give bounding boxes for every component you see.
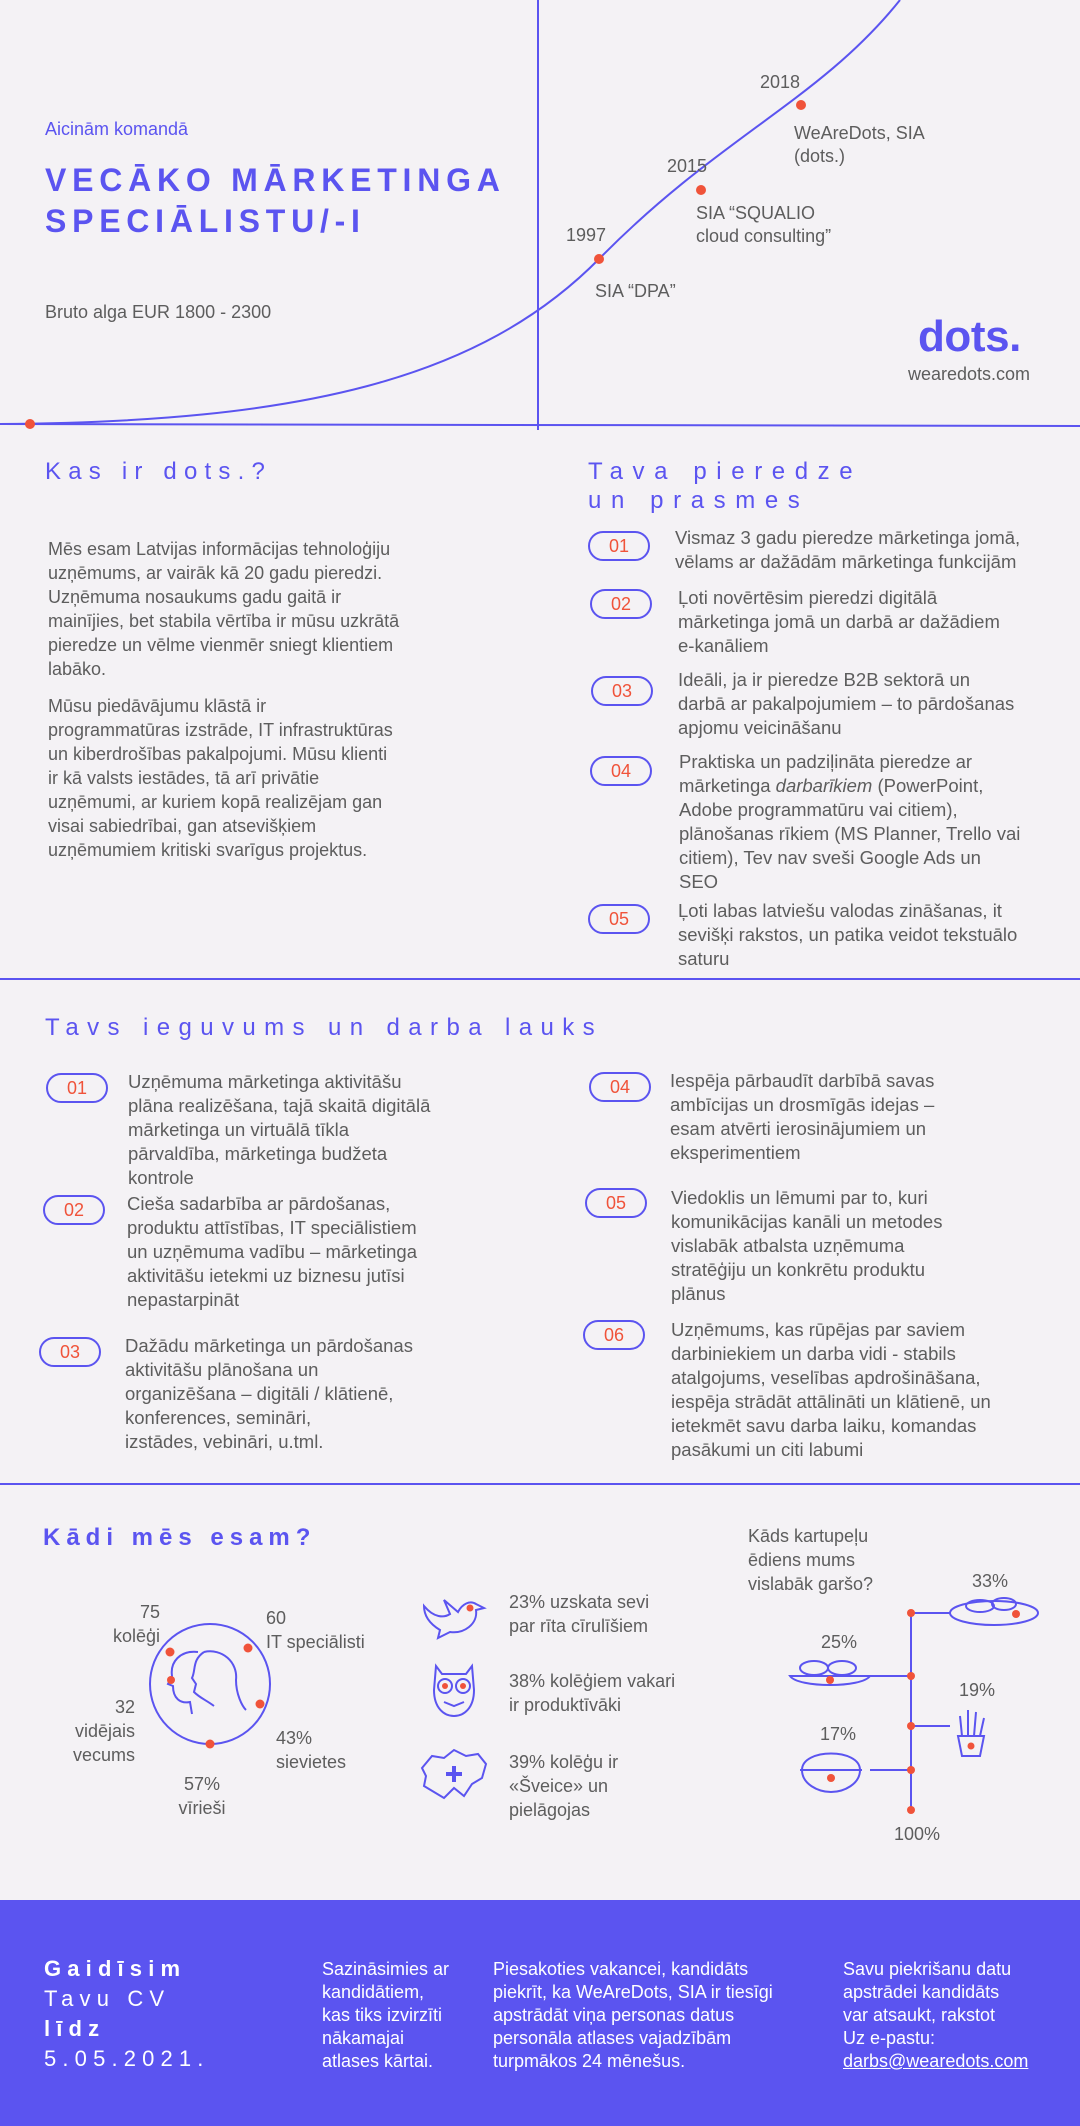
stat-women: 43% sievietes xyxy=(276,1728,347,1772)
timeline-dot-2018 xyxy=(796,100,806,110)
timeline-company-2018-line2: (dots.) xyxy=(794,146,846,166)
kicker: Aicinām komandā xyxy=(45,119,189,139)
benefit-num-01: 01 xyxy=(46,1073,108,1103)
experience-item-03: Ideāli, ja ir pieredze B2B sektorā un darbā ar pakalpojumiem – to pārdošanas apjomu veicināšanu xyxy=(678,669,1015,738)
benefit-item-04: Iespēja pārbaudīt darbībā savas ambīcijas un drosmīgās idejas – esam atvērti ierosinājumiem un eksperimentiem xyxy=(670,1070,935,1163)
fact-owl: 38% kolēģiem vakari ir produktīvāki xyxy=(509,1671,676,1715)
benefit-num-06: 06 xyxy=(583,1320,645,1350)
fact-switzerland: 39% kolēģu ir «Šveice» un pielāgojas xyxy=(509,1752,619,1820)
who-heading: Kādi mēs esam? xyxy=(43,1524,317,1551)
experience-num-02: 02 xyxy=(590,589,652,619)
salary: Bruto alga EUR 1800 - 2300 xyxy=(45,302,272,322)
footer-col-1: Sazināsimies ar kandidātiem, kas tiks izvirzīti nākamajai atlases kārtai. xyxy=(322,1959,450,2071)
benefit-num-05: 05 xyxy=(585,1188,647,1218)
footer xyxy=(0,1900,1080,2126)
experience-num-01: 01 xyxy=(588,531,650,561)
header-section xyxy=(0,0,1080,425)
experience-num-03: 03 xyxy=(591,676,653,706)
dots-logo: dots. xyxy=(918,312,1021,361)
timeline-dot-origin xyxy=(25,419,35,429)
french-fries-icon xyxy=(958,1710,984,1756)
timeline-company-1997: SIA “DPA” xyxy=(595,281,676,301)
baked-potatoes-icon xyxy=(790,1661,870,1685)
potato-pct-baked: 25% xyxy=(821,1632,858,1652)
timeline-company-2015-line2: cloud consulting” xyxy=(696,226,832,246)
cta-line3: līdz xyxy=(44,2016,106,2041)
timeline-year-2015: 2015 xyxy=(667,156,708,176)
owl-icon xyxy=(428,1660,480,1720)
stat-men: 57% vīrieši xyxy=(178,1774,226,1818)
about-paragraph-2: Mūsu piedāvājumu klāstā ir programmatūras izstrāde, IT infrastruktūras un kiberdrošības pakalpojumi. Mūsu klienti ir kā valsts iestādes, tā arī privātie uzņēmumi, ar kuriem kopā realizējam gan visai sabiedrībai, gan atsevišķiem uzņēmumiem kritiski svarīgus projektus. xyxy=(48,696,393,860)
timeline-company-2018-line1: WeAreDots, SIA xyxy=(794,123,925,143)
divider-1 xyxy=(0,978,1080,980)
benefit-item-03: Dažādu mārketinga un pārdošanas aktivitāšu plānošana un organizēšana – digitāli / klātienē, konferences, semināri, izstādes, vebināri, u.tml. xyxy=(125,1335,413,1452)
potato-question: Kāds kartupeļu ēdiens mums vislabāk garšo? xyxy=(748,1526,874,1594)
timeline-dot-2015 xyxy=(696,185,706,195)
potato-pancakes-icon xyxy=(950,1598,1038,1625)
experience-item-02: Ļoti novērtēsim pieredzi digitālā mārketinga jomā un darbā ar dažādiem e-kanāliem xyxy=(678,587,1000,656)
mashed-potatoes-icon xyxy=(800,1754,862,1793)
email-link[interactable]: darbs@wearedots.com xyxy=(843,2051,1029,2071)
timeline-year-2018: 2018 xyxy=(760,72,801,92)
bird-icon xyxy=(416,1584,490,1640)
experience-item-01: Vismaz 3 gadu pieredze mārketinga jomā, vēlams ar dažādām mārketinga funkcijām xyxy=(675,527,1021,572)
job-title-line1: VECĀKO MĀRKETINGA xyxy=(45,162,506,198)
experience-item-05: Ļoti labas latviešu valodas zināšanas, it sevišķi rakstos, un patika veidot tekstuālo saturu xyxy=(678,900,1018,969)
stat-colleagues: 75 kolēģi xyxy=(112,1602,160,1646)
potato-pct-mashed: 17% xyxy=(820,1724,857,1744)
experience-num-05: 05 xyxy=(588,904,650,934)
experience-item-04: Praktiska un padziļināta pieredze ar mārketinga darbarīkiem (PowerPoint, Adobe programmatūru vai citiem), plānošanas rīkiem (MS Planner, Trello vai citiem), Tev nav sveši Google Ads un SEO xyxy=(679,751,1021,892)
potato-chart xyxy=(780,1560,1060,1840)
about-heading: Kas ir dots.? xyxy=(45,458,272,485)
benefit-item-06: Uzņēmums, kas rūpējas par saviem darbiniekiem un darba vidi - stabils atalgojums, veselības apdrošināšana, iespēja strādāt attālināti un klātienē, un ietekmēt savu darba laiku, komandas pasākumi un citi labumi xyxy=(671,1319,991,1460)
potato-total: 100% xyxy=(894,1824,941,1844)
cta-line2: Tavu CV xyxy=(44,1986,171,2011)
divider-2 xyxy=(0,1483,1080,1485)
team-circle-graphic xyxy=(140,1614,280,1754)
stat-it-specialists: 60 IT speciālisti xyxy=(266,1608,365,1652)
potato-pct-fries: 19% xyxy=(959,1680,996,1700)
experience-heading-line2: un prasmes xyxy=(588,487,810,514)
experience-heading-line1: Tava pieredze xyxy=(588,458,863,485)
about-paragraph-1: Mēs esam Latvijas informācijas tehnoloģiju uzņēmums, ar vairāk kā 20 gadu pieredzi. Uzņēmuma nosaukums gadu gaitā ir mainījies, bet stabila vērtība ir mūsu uzkrātā pieredze un vēlme vienmēr sniegt klientiem labāko. xyxy=(48,539,400,679)
cta-deadline: 5.05.2021. xyxy=(44,2046,210,2071)
cta-line1: Gaidīsim xyxy=(44,1956,187,1981)
job-title-line2: SPECIĀLISTU/-I xyxy=(45,203,366,239)
experience-num-04: 04 xyxy=(590,756,652,786)
stat-average-age: 32 vidējais vecums xyxy=(72,1697,135,1765)
footer-col-3: Savu piekrišanu datu apstrādei kandidāts var atsaukt, rakstot Uz e-pastu: darbs@wearedots.com xyxy=(843,1959,1029,2071)
benefit-num-02: 02 xyxy=(43,1195,105,1225)
benefit-item-02: Cieša sadarbība ar pārdošanas, produktu attīstības, IT speciālistiem un uzņēmuma vadību – mārketinga aktivitāšu ietekmi uz biznesu jutīsi nepastarpināt xyxy=(127,1193,418,1310)
benefit-item-01: Uzņēmuma mārketinga aktivitāšu plāna realizēšana, tajā skaitā digitālā mārketinga un virtuālā tīkla pārvaldība, mārketinga budžeta kontrole xyxy=(128,1071,431,1188)
benefit-num-04: 04 xyxy=(589,1072,651,1102)
footer-col-2: Piesakoties vakancei, kandidāts piekrīt, ka WeAreDots, SIA ir tiesīgi apstrādāt viņa personas datus personāla atlases vajadzībām turpmākos 24 mēnešus. xyxy=(493,1959,773,2071)
website-link[interactable]: wearedots.com xyxy=(908,364,1031,384)
switzerland-map-icon xyxy=(414,1744,492,1804)
benefits-heading: Tavs ieguvums un darba lauks xyxy=(45,1014,604,1041)
benefit-item-05: Viedoklis un lēmumi par to, kuri komunikācijas kanāli un metodes vislabāk atbalsta uzņēmuma stratēģiju un konkrētu produktu plānus xyxy=(671,1187,943,1304)
potato-pct-pancakes: 33% xyxy=(972,1571,1009,1591)
timeline-dot-1997 xyxy=(594,254,604,264)
timeline-company-2015-line1: SIA “SQUALIO xyxy=(696,203,816,223)
fact-bird: 23% uzskata sevi par rīta cīrulīšiem xyxy=(509,1592,650,1636)
benefit-num-03: 03 xyxy=(39,1337,101,1367)
timeline-year-1997: 1997 xyxy=(566,225,607,245)
